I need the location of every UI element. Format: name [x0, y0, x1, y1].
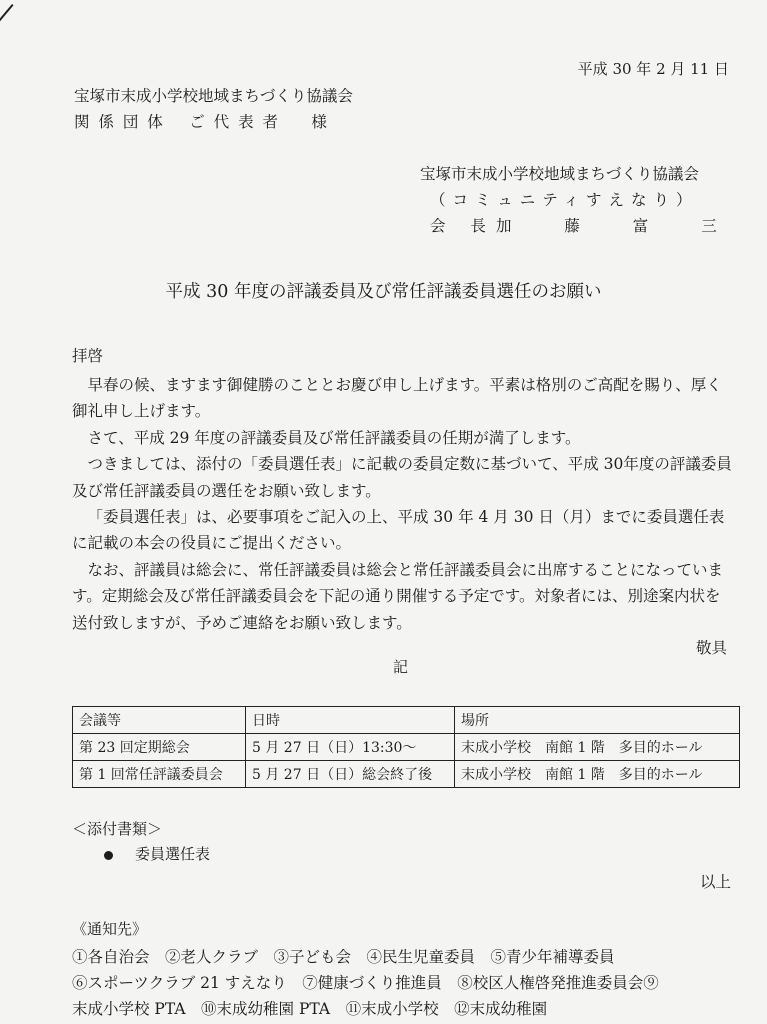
sender-name: 加 藤 富 三: [495, 217, 741, 235]
notice-line: ①各自治会 ②老人クラブ ③子ども会 ④民生児童委員 ⑤青少年補導委員: [72, 948, 615, 966]
table-cell: 末成小学校 南館 1 階 多目的ホール: [455, 734, 740, 761]
table-cell: 第 1 回常任評議委員会: [73, 761, 246, 788]
end-mark: 以上: [699, 873, 731, 891]
sender-org: 宝塚市末成小学校地域まちづくり協議会: [420, 165, 699, 183]
addressee-org: 宝塚市末成小学校地域まちづくり協議会: [74, 87, 353, 105]
sender-role: 会 長: [430, 217, 496, 235]
paragraph: さて、平成 29 年度の評議委員及び常任評議委員の任期が満了します。: [87, 428, 581, 447]
attachments-heading: ＜添付書類＞: [72, 820, 163, 838]
paragraph: 早春の候、ますます御健勝のこととお慶び申し上げます。平素は格別のご高配を賜り、厚く御礼申し上げます。: [72, 376, 722, 421]
table-row: [73, 734, 740, 761]
notice-line: 末成小学校 PTA ⑩末成幼稚園 PTA ⑪末成小学校 ⑫末成幼稚園: [72, 1000, 548, 1018]
header-cell: 場所: [455, 707, 740, 734]
table-cell: 5 月 27 日（日）総会終了後: [246, 761, 455, 788]
attachment-item: [104, 843, 210, 864]
table-header-row: [73, 707, 740, 734]
bullet-icon: [104, 851, 113, 860]
table-row: [73, 761, 740, 788]
attachment-label: 委員選任表: [135, 845, 211, 863]
greeting: 拝啓: [72, 347, 104, 365]
sender-nickname: （コミュニティすえなり）: [430, 191, 699, 209]
pen-mark: [0, 4, 14, 28]
document-date: 平成 30 年 2 月 11 日: [577, 60, 729, 78]
notice-line: ⑥スポーツクラブ 21 すえなり ⑦健康づくり推進員 ⑧校区人権啓発推進委員会⑨: [72, 974, 659, 992]
paragraph: なお、評議員は総会に、常任評議委員は総会と常任評議委員会に出席することになっています。定期総会及び常任評議委員会を下記の通り開催する予定です。対象者には、別途案内状を送付致しますが、予めご連絡をお願い致します。: [72, 560, 724, 632]
closing: 敬具: [695, 639, 727, 657]
notice-list: [72, 944, 742, 1022]
header-cell: 日時: [246, 707, 455, 734]
table-cell: 5 月 27 日（日）13:30～: [246, 734, 455, 761]
table-cell: 末成小学校 南館 1 階 多目的ホール: [455, 761, 740, 788]
paragraph: 「委員選任表」は、必要事項をご記入の上、平成 30 年 4 月 30 日（月）までに委員選任表に記載の本会の役員にご提出ください。: [72, 508, 725, 553]
notice-heading: 《通知先》: [72, 920, 148, 938]
paragraph: つきましては、添付の「委員選任表」に記載の委員定数に基づいて、平成 30年度の評議委員及び常任評議委員の選任をお願い致します。: [72, 455, 732, 500]
table-cell: 第 23 回定期総会: [73, 734, 246, 761]
addressee-line: 関 係 団 体 ご 代 表 者 様: [74, 113, 329, 131]
ki-label: 記: [393, 658, 409, 676]
header-cell: 会議等: [73, 707, 246, 734]
schedule-table: [72, 706, 740, 788]
document-title: 平成 30 年度の評議委員及び常任評議委員選任のお願い: [165, 282, 602, 302]
sender-signature: [430, 214, 741, 236]
letter-body: [72, 372, 736, 636]
